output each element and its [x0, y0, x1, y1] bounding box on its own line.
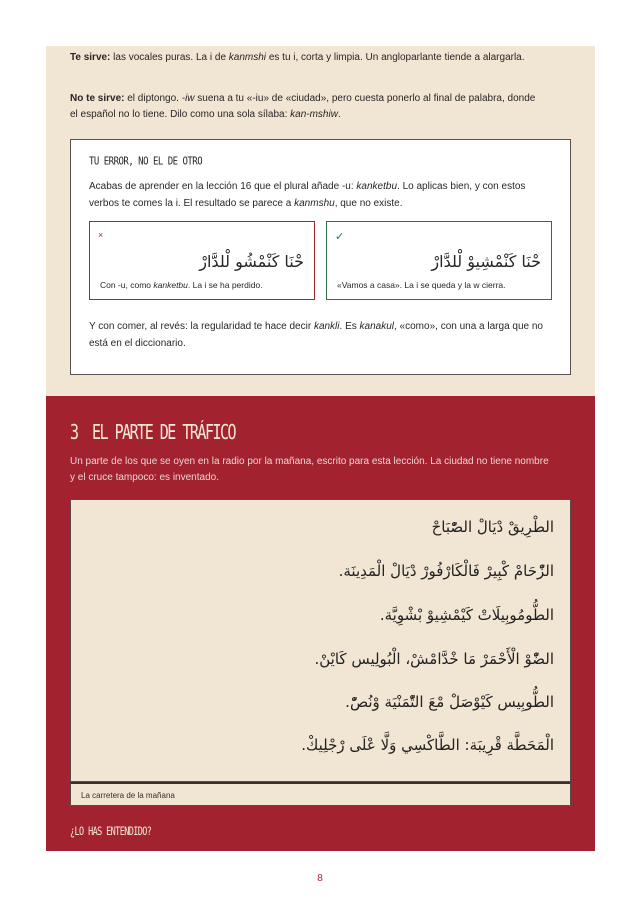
- wrong-example-arabic: حْنَا كَنْمْشُو لْلدَّارْ: [199, 252, 304, 271]
- error-box-intro: Acabas de aprender en la lección 16 que el plural añade -u: kanketbu. Lo aplicas bien, y con estos verbos te comes la i. El resultado se parece a kanmshu, que no existe.: [89, 181, 526, 209]
- reading-line: الطُّوبِيس كَيْوْصَلْ مْعَ التّْمَنْيَة وْنُصّْ.: [345, 693, 554, 711]
- section-number: 3: [70, 420, 79, 445]
- check-icon: ✓: [335, 231, 345, 243]
- wrong-example-caption: Con -u, como kanketbu. La i se ha perdido.: [100, 280, 263, 290]
- reading-line: الطْرِيقْ دْيَالْ الصّْبَاحْ: [431, 518, 554, 536]
- wrong-example-card: [89, 221, 315, 300]
- reading-caption-bar: [70, 782, 571, 806]
- error-box-title: TU ERROR, NO EL DE OTRO: [89, 156, 203, 168]
- right-example-card: [326, 221, 552, 300]
- right-example-arabic: حْنَا كَنْمْشِيوْ لْلدَّارْ: [431, 252, 541, 271]
- section-intro: Un parte de los que se oyen en la radio por la mañana, escrito para esta lección. La ciudad no tiene nombre y el cruce tampoco: es inventado.: [70, 456, 549, 483]
- reading-caption: La carretera de la mañana: [81, 791, 175, 800]
- reading-line: الطُّومُوبِيلَاتْ كَيْمْشِيوْ بْشْوِيَّة.: [379, 606, 554, 624]
- error-box-outro: Y con comer, al revés: la regularidad te hace decir kankli. Es kanakul, «como», con una a larga que no está en el diccionario.: [89, 321, 543, 349]
- reading-line: الضّْوْ الْأَحْمَرْ مَا خْدَّامْشْ، الْبُولِيس كَايْنْ.: [314, 650, 554, 668]
- section-title: EL PARTE DE TRÁFICO: [92, 420, 236, 445]
- cross-icon: ×: [98, 230, 104, 240]
- reading-line: الْمَحَطَّة قْرِيبَة: الطَّاكْسِي وَلَّا عْلَى رْجْلِيكْ.: [301, 736, 554, 754]
- page-number: 8: [317, 873, 323, 884]
- reading-line: الزّْحَامْ كْبِيرْ فَالْكَارْفُورْ دْيَالْ الْمَدِينَة.: [338, 562, 554, 580]
- tip-nosirve: No te sirve: el diptongo. -iw suena a tu «-iu» de «ciudad», pero cuesta ponerlo al final de palabra, donde el español no lo tiene. Dilo como una sola sílaba: kan-mshiw.: [70, 93, 536, 120]
- reading-box: [70, 499, 571, 782]
- error-box: [70, 139, 571, 375]
- tip-sirve: Te sirve: las vocales puras. La i de kanmshi es tu i, corta y limpia. Un angloparlante tiende a alargarla.: [70, 52, 525, 63]
- comprehension-heading: ¿LO HAS ENTENDIDO?: [70, 826, 152, 839]
- right-example-caption: «Vamos a casa». La i se queda y la w cierra.: [337, 280, 506, 290]
